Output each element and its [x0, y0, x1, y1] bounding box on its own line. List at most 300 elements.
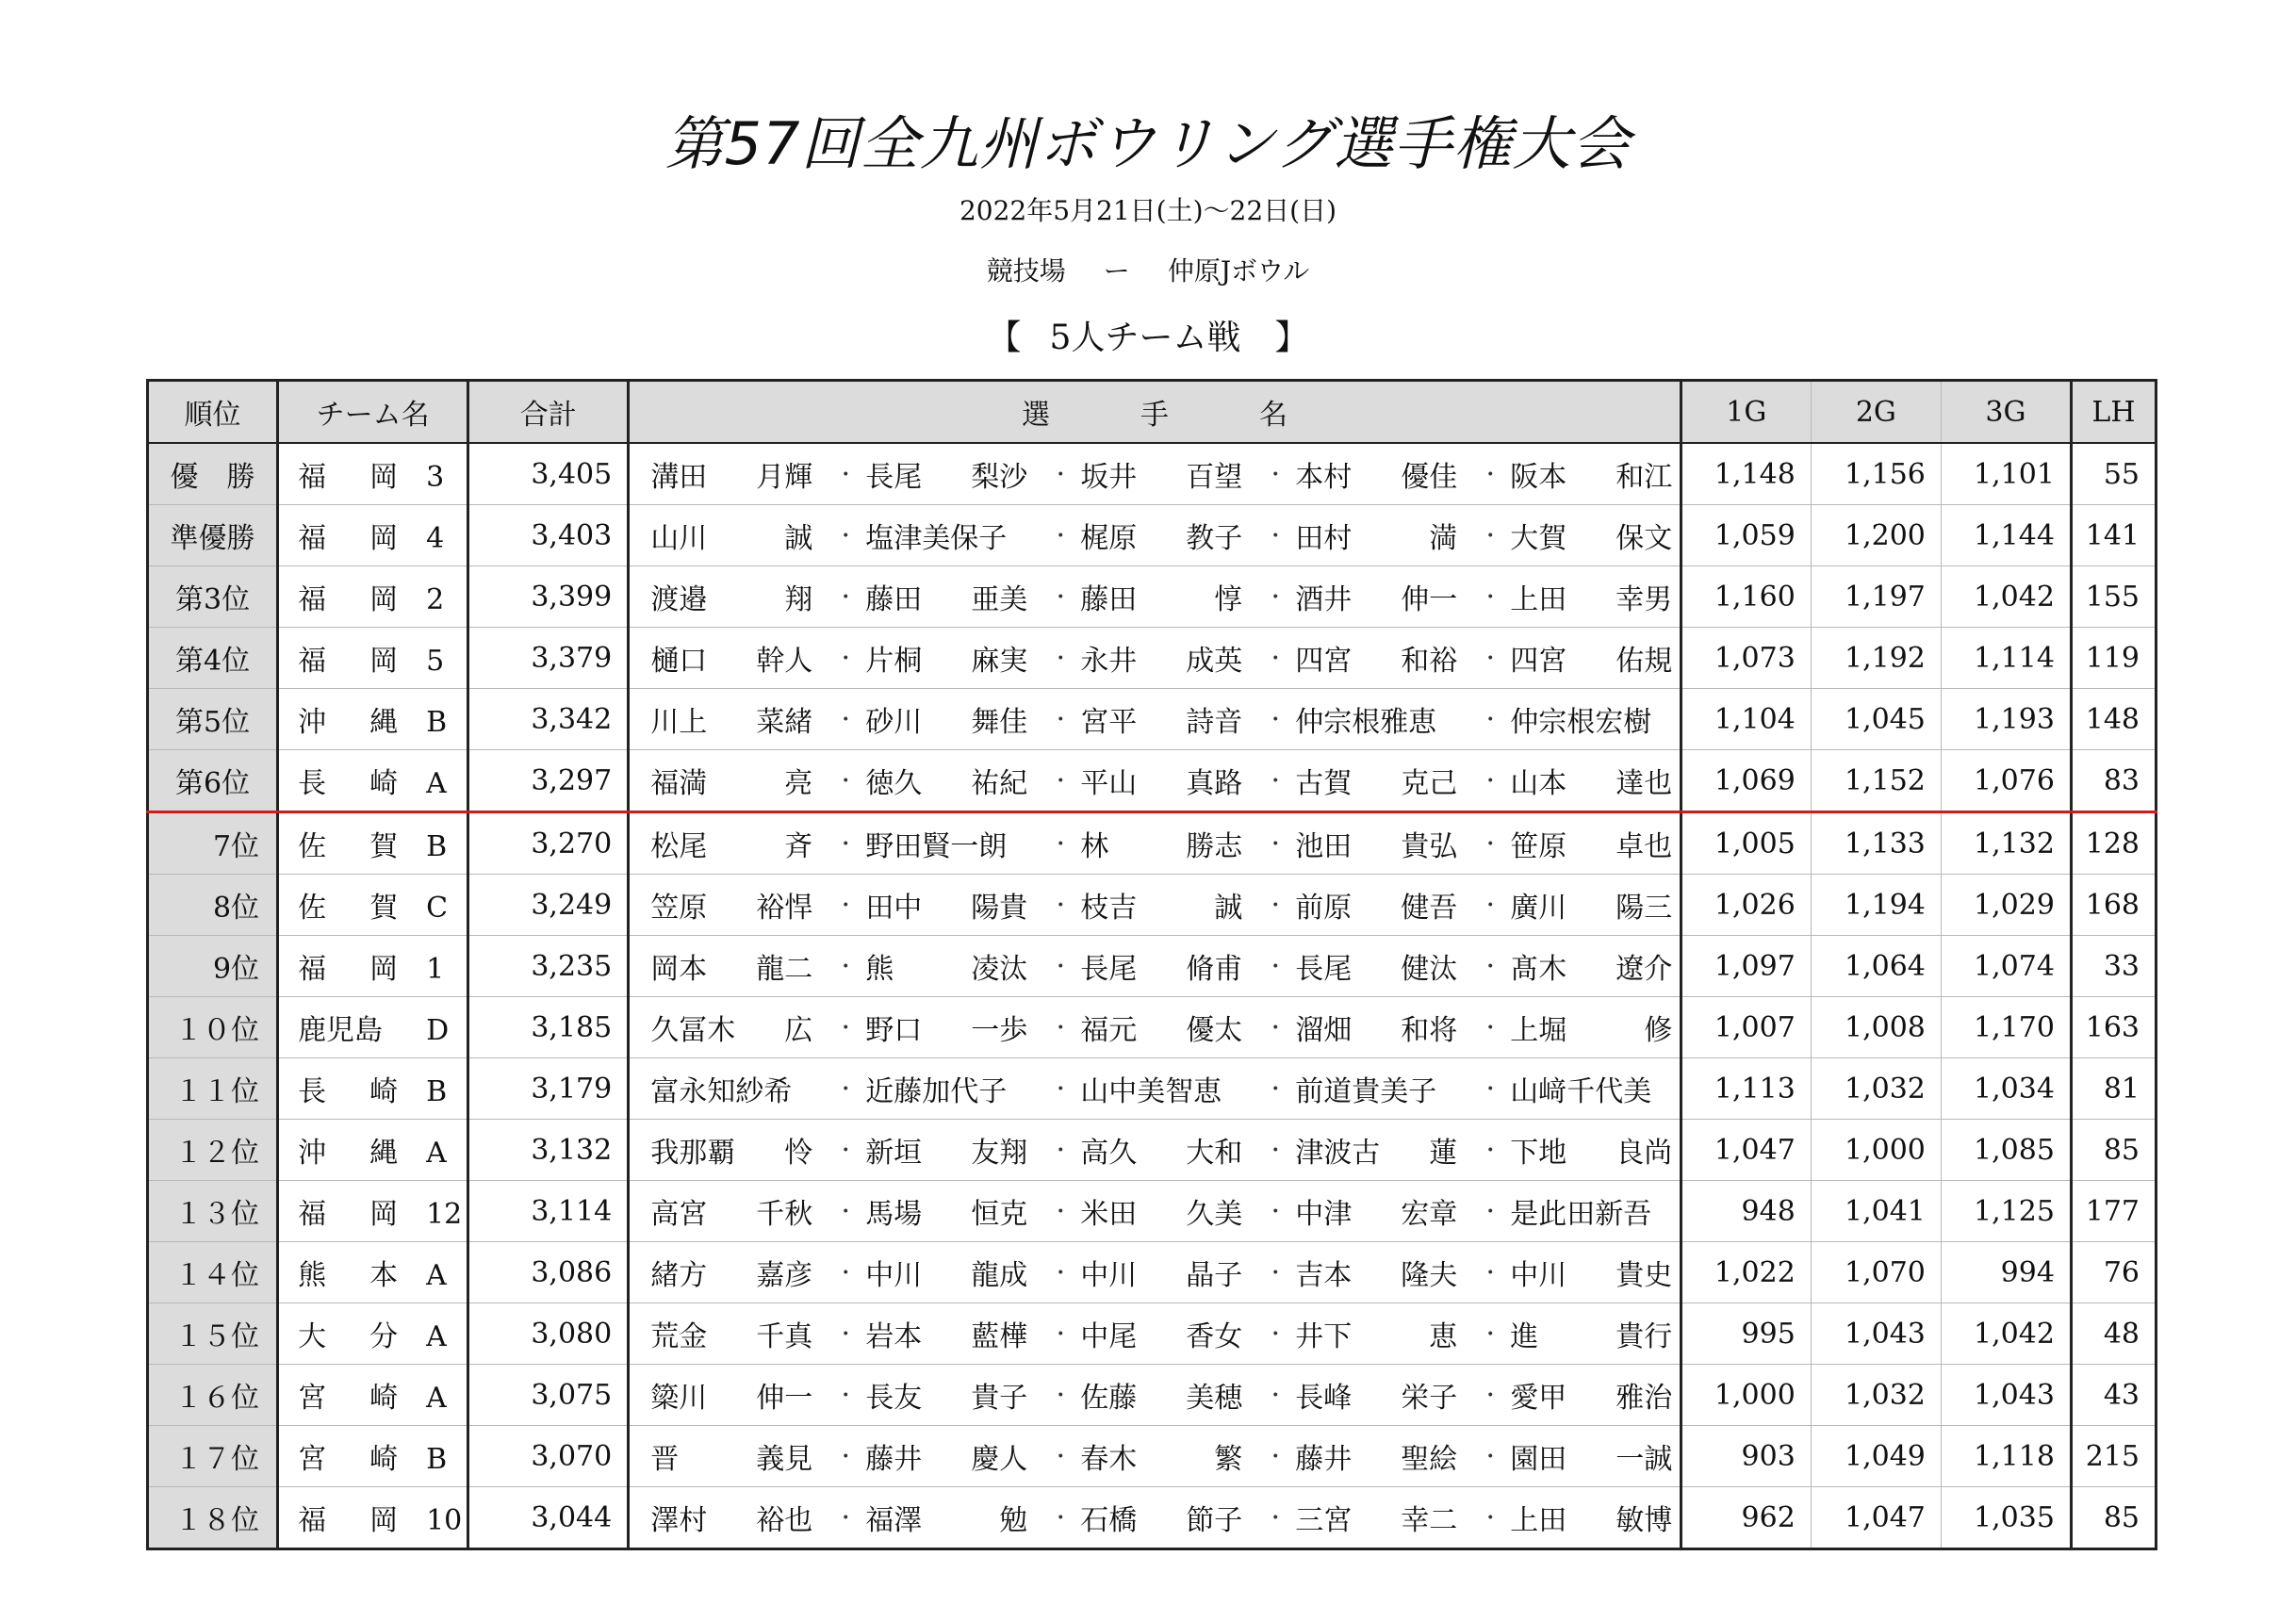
separator: ・	[835, 1262, 857, 1286]
player-given-name: 和裕	[1401, 645, 1458, 678]
team-cell	[278, 875, 468, 936]
player-name	[865, 1007, 1041, 1048]
table-row	[148, 936, 2157, 997]
separator: ・	[1480, 1262, 1501, 1286]
player-given-name: 良尚	[1615, 1137, 1673, 1170]
player-name	[650, 1068, 826, 1109]
game-3-score: 1,042	[1941, 566, 2071, 628]
separator: ・	[1480, 1384, 1501, 1408]
separator: ・	[1480, 1078, 1501, 1102]
game-1-score: 948	[1681, 1181, 1811, 1242]
rank-cell: １８位	[148, 1487, 278, 1549]
team-cell	[278, 628, 468, 689]
separator: ・	[835, 586, 857, 610]
player-surname: 春木	[1080, 1443, 1138, 1476]
separator: ・	[835, 1201, 857, 1224]
team-name-part: 沖	[298, 1137, 327, 1170]
player-given-name: 月輝	[756, 461, 813, 494]
player-surname: 四宮	[1510, 645, 1567, 678]
event-name: 5人チーム戦	[1049, 319, 1241, 357]
player-name	[1510, 945, 1681, 987]
rank-cell: 第5位	[148, 689, 278, 750]
table-row	[148, 689, 2157, 750]
game-1-score: 1,005	[1681, 812, 1811, 875]
team-name-part: 佐	[298, 830, 327, 863]
player-given-name: 節子	[1186, 1504, 1243, 1537]
separator: ・	[1265, 1384, 1287, 1408]
game-2-score: 1,070	[1811, 1242, 1941, 1303]
separator: ・	[835, 709, 857, 732]
player-name	[865, 884, 1041, 926]
game-2-score: 1,049	[1811, 1426, 1941, 1487]
player-given-name: 舞佳	[971, 706, 1028, 739]
player-given-name: 宏章	[1401, 1198, 1458, 1231]
table-row	[148, 1426, 2157, 1487]
total-score: 3,075	[468, 1365, 629, 1426]
player-given-name: 祐紀	[971, 767, 1028, 800]
game-1-score: 1,113	[1681, 1058, 1811, 1120]
player-name	[650, 1313, 826, 1354]
player-name	[650, 760, 826, 801]
player-surname: 阪本	[1510, 461, 1567, 494]
player-given-name: 藍樺	[971, 1320, 1028, 1353]
venue-line	[0, 254, 2296, 288]
player-given-name: 義見	[756, 1443, 813, 1476]
player-name	[1295, 453, 1470, 495]
separator: ・	[1480, 586, 1501, 610]
table-row	[148, 505, 2157, 566]
player-name	[1510, 760, 1681, 801]
player-given-name: 脩甫	[1186, 953, 1243, 986]
player-surname: 徳久	[865, 767, 923, 800]
team-cell	[278, 1058, 468, 1120]
game-2-score: 1,041	[1811, 1181, 1941, 1242]
player-given-name: 百望	[1186, 461, 1243, 494]
player-given-name: 幸男	[1615, 583, 1673, 616]
lh-score: 55	[2071, 443, 2156, 505]
game-3-score: 1,101	[1941, 443, 2071, 505]
player-given-name: 斉	[784, 830, 813, 863]
separator: ・	[835, 1017, 857, 1040]
table-row	[148, 566, 2157, 628]
player-surname: 片桐	[865, 645, 923, 678]
player-name	[1080, 1190, 1255, 1232]
separator: ・	[1050, 709, 1072, 732]
player-surname: 山川	[650, 522, 708, 555]
game-2-score: 1,008	[1811, 997, 1941, 1058]
separator: ・	[1050, 1323, 1072, 1347]
lh-score: 33	[2071, 936, 2156, 997]
separator: ・	[1480, 1446, 1501, 1469]
player-name	[1510, 1007, 1681, 1048]
team-cell	[278, 1181, 468, 1242]
lh-score: 81	[2071, 1058, 2156, 1120]
lh-score: 148	[2071, 689, 2156, 750]
players-cell	[629, 1487, 1681, 1549]
player-given-name: 伸一	[756, 1382, 813, 1415]
player-surname: 山本	[1510, 767, 1567, 800]
players-cell	[629, 443, 1681, 505]
lh-score: 119	[2071, 628, 2156, 689]
separator: ・	[1480, 1507, 1501, 1531]
team-name-part: 佐	[298, 892, 327, 925]
players-cell	[629, 936, 1681, 997]
rank-cell: 第4位	[148, 628, 278, 689]
separator: ・	[1265, 1139, 1287, 1163]
game-3-score: 1,043	[1941, 1365, 2071, 1426]
player-surname: 下地	[1510, 1137, 1567, 1170]
separator: ・	[1050, 1078, 1072, 1102]
lh-score: 85	[2071, 1487, 2156, 1549]
separator: ・	[835, 1139, 857, 1163]
lh-score: 155	[2071, 566, 2156, 628]
game-1-score: 1,059	[1681, 505, 1811, 566]
team-name-part: 長	[298, 767, 327, 800]
player-surname: 溜畑	[1295, 1014, 1353, 1047]
game-2-score: 1,194	[1811, 875, 1941, 936]
player-name	[1080, 760, 1255, 801]
table-row	[148, 1120, 2157, 1181]
team-name-part: 岡	[369, 953, 399, 986]
player-surname: 笹原	[1510, 830, 1567, 863]
game-3-score: 1,114	[1941, 628, 2071, 689]
game-2-score: 1,192	[1811, 628, 1941, 689]
separator: ・	[1050, 956, 1072, 979]
game-2-score: 1,197	[1811, 566, 1941, 628]
table-row	[148, 875, 2157, 936]
separator: ・	[1265, 833, 1287, 857]
total-score: 3,044	[468, 1487, 629, 1549]
player-surname: 樋口	[650, 645, 708, 678]
player-name	[1510, 453, 1681, 495]
team-code: B	[426, 706, 448, 739]
player-name	[650, 1374, 826, 1416]
game-3-score: 1,035	[1941, 1487, 2071, 1549]
player-given-name: 千秋	[756, 1198, 813, 1231]
player-surname: 塩津美保子	[865, 522, 1008, 555]
separator: ・	[1050, 1139, 1072, 1163]
player-surname: 前道貴美子	[1295, 1075, 1437, 1108]
player-surname: 上田	[1510, 1504, 1567, 1537]
player-given-name: 和江	[1615, 461, 1673, 494]
separator: ・	[1050, 525, 1072, 549]
player-name	[1510, 884, 1681, 926]
player-surname: 井下	[1295, 1320, 1353, 1353]
player-given-name: 亜美	[971, 583, 1028, 616]
player-given-name: 裕悍	[756, 892, 813, 925]
team-name-part: 崎	[369, 1382, 399, 1415]
player-surname: 中尾	[1080, 1320, 1138, 1353]
player-name	[865, 1374, 1041, 1416]
lh-score: 168	[2071, 875, 2156, 936]
separator: ・	[835, 894, 857, 918]
rank-cell: 優 勝	[148, 443, 278, 505]
game-3-score: 1,029	[1941, 875, 2071, 936]
player-name	[650, 1129, 826, 1171]
players-cell	[629, 1120, 1681, 1181]
team-name-part: 沖	[298, 706, 327, 739]
player-given-name: 幸二	[1401, 1504, 1458, 1537]
lh-score: 85	[2071, 1120, 2156, 1181]
player-surname: 津波古	[1295, 1137, 1381, 1170]
player-name	[1080, 1435, 1255, 1477]
player-given-name: 雅治	[1615, 1382, 1673, 1415]
team-cell	[278, 1426, 468, 1487]
team-code: C	[426, 892, 449, 925]
player-surname: 福澤	[865, 1504, 923, 1537]
player-surname: 山﨑千代美	[1510, 1075, 1652, 1108]
total-score: 3,297	[468, 750, 629, 812]
player-surname: 長尾	[865, 461, 923, 494]
player-surname: 前原	[1295, 892, 1353, 925]
player-given-name: 勉	[999, 1504, 1028, 1537]
separator: ・	[1050, 1507, 1072, 1531]
table-row	[148, 628, 2157, 689]
game-3-score: 1,042	[1941, 1303, 2071, 1365]
players-cell	[629, 875, 1681, 936]
table-row	[148, 1058, 2157, 1120]
team-code: 12	[426, 1198, 463, 1231]
game-2-score: 1,045	[1811, 689, 1941, 750]
team-code: 1	[426, 953, 445, 986]
game-2-score: 1,156	[1811, 443, 1941, 505]
separator: ・	[1050, 770, 1072, 794]
separator: ・	[1480, 770, 1501, 794]
player-name	[865, 823, 1041, 864]
player-given-name: 克己	[1401, 767, 1458, 800]
separator: ・	[835, 647, 857, 671]
player-given-name: 一歩	[971, 1014, 1028, 1047]
separator: ・	[1265, 956, 1287, 979]
player-surname: 田村	[1295, 522, 1353, 555]
team-cell	[278, 566, 468, 628]
separator: ・	[1050, 1384, 1072, 1408]
player-surname: 野口	[865, 1014, 923, 1047]
separator: ・	[1480, 1017, 1501, 1040]
player-name	[650, 1497, 826, 1538]
player-surname: 古賀	[1295, 767, 1353, 800]
player-name	[1295, 1374, 1470, 1416]
team-name-part: 宮	[298, 1443, 327, 1476]
players-cell	[629, 1303, 1681, 1365]
player-surname: 簗川	[650, 1382, 708, 1415]
player-given-name: 詩音	[1186, 706, 1243, 739]
player-given-name: 満	[1429, 522, 1458, 555]
game-1-score: 1,104	[1681, 689, 1811, 750]
team-name-part: 宮	[298, 1382, 327, 1415]
player-surname: 中津	[1295, 1198, 1353, 1231]
game-1-score: 1,007	[1681, 997, 1811, 1058]
team-code: A	[426, 1320, 447, 1353]
col-rank: 順位	[148, 381, 278, 444]
team-name-part: 岡	[369, 1504, 399, 1537]
team-name-part: 大	[298, 1320, 327, 1353]
player-given-name: 友翔	[971, 1137, 1028, 1170]
player-given-name: 蓮	[1429, 1137, 1458, 1170]
player-given-name: 美穂	[1186, 1382, 1243, 1415]
players-cell	[629, 1181, 1681, 1242]
team-cell	[278, 1120, 468, 1181]
player-name	[650, 1435, 826, 1477]
game-1-score: 1,047	[1681, 1120, 1811, 1181]
separator: ・	[1480, 464, 1501, 487]
player-name	[1295, 515, 1470, 556]
player-name	[865, 760, 1041, 801]
venue-dash: ー	[1103, 255, 1130, 287]
team-name-part: 福	[298, 953, 327, 986]
player-name	[1510, 576, 1681, 617]
team-code: A	[426, 767, 447, 800]
player-name	[1510, 1374, 1681, 1416]
player-surname: 山中美智恵	[1080, 1075, 1222, 1108]
total-score: 3,249	[468, 875, 629, 936]
player-surname: 野田賢一朗	[865, 830, 1008, 863]
game-3-score: 1,076	[1941, 750, 2071, 812]
player-name	[1295, 884, 1470, 926]
separator: ・	[1050, 1201, 1072, 1224]
total-score: 3,399	[468, 566, 629, 628]
player-name	[650, 515, 826, 556]
player-given-name: 梨沙	[971, 461, 1028, 494]
separator: ・	[1480, 1139, 1501, 1163]
lh-score: 76	[2071, 1242, 2156, 1303]
event-heading	[0, 317, 2296, 360]
player-name	[865, 1313, 1041, 1354]
player-surname: 福満	[650, 767, 708, 800]
player-surname: 廣川	[1510, 892, 1567, 925]
team-name-part: 本	[369, 1259, 399, 1292]
total-score: 3,114	[468, 1181, 629, 1242]
team-cell	[278, 750, 468, 812]
team-cell	[278, 812, 468, 875]
player-given-name: 千真	[756, 1320, 813, 1353]
player-given-name: 陽三	[1615, 892, 1673, 925]
separator: ・	[835, 1384, 857, 1408]
game-2-score: 1,064	[1811, 936, 1941, 997]
player-name	[1080, 453, 1255, 495]
rank-cell: 8位	[148, 875, 278, 936]
separator: ・	[1265, 1323, 1287, 1347]
player-given-name: 貴弘	[1401, 830, 1458, 863]
player-name	[865, 1435, 1041, 1477]
table-row	[148, 1303, 2157, 1365]
separator: ・	[1480, 833, 1501, 857]
col-1g: 1G	[1681, 381, 1811, 444]
col-players-3: 名	[1258, 399, 1287, 432]
player-name	[1295, 1497, 1470, 1538]
game-3-score: 1,118	[1941, 1426, 2071, 1487]
team-code: B	[426, 1075, 448, 1108]
player-surname: 新垣	[865, 1137, 923, 1170]
player-name	[1295, 698, 1470, 740]
player-name	[865, 1129, 1041, 1171]
player-name	[1080, 884, 1255, 926]
player-name	[865, 1497, 1041, 1538]
game-3-score: 1,193	[1941, 689, 2071, 750]
team-name-part: 分	[369, 1320, 399, 1353]
player-given-name: 凌汰	[971, 953, 1028, 986]
player-surname: 岩本	[865, 1320, 923, 1353]
team-name-part: 福	[298, 461, 327, 494]
separator: ・	[1050, 586, 1072, 610]
player-name	[1510, 1435, 1681, 1477]
team-cell	[278, 689, 468, 750]
game-2-score: 1,000	[1811, 1120, 1941, 1181]
game-2-score: 1,133	[1811, 812, 1941, 875]
player-surname: 緒方	[650, 1259, 708, 1292]
rank-cell: 準優勝	[148, 505, 278, 566]
game-2-score: 1,043	[1811, 1303, 1941, 1365]
player-surname: 宮平	[1080, 706, 1138, 739]
game-2-score: 1,032	[1811, 1058, 1941, 1120]
rank-cell: １７位	[148, 1426, 278, 1487]
player-name	[1510, 637, 1681, 679]
team-name-part: 鹿児島	[298, 1014, 384, 1047]
player-surname: 近藤加代子	[865, 1075, 1008, 1108]
table-row	[148, 1181, 2157, 1242]
player-surname: 高宮	[650, 1198, 708, 1231]
team-code: 2	[426, 583, 445, 616]
total-score: 3,405	[468, 443, 629, 505]
player-given-name: 晶子	[1186, 1259, 1243, 1292]
player-name	[865, 698, 1041, 740]
player-given-name: 一誠	[1615, 1443, 1673, 1476]
game-1-score: 1,069	[1681, 750, 1811, 812]
separator: ・	[1050, 1017, 1072, 1040]
player-surname: 松尾	[650, 830, 708, 863]
game-1-score: 1,022	[1681, 1242, 1811, 1303]
player-name	[1295, 1435, 1470, 1477]
separator: ・	[1050, 1446, 1072, 1469]
team-cell	[278, 936, 468, 997]
player-given-name: 菜緒	[756, 706, 813, 739]
separator: ・	[1265, 894, 1287, 918]
team-name-part: 福	[298, 1198, 327, 1231]
rank-cell: １２位	[148, 1120, 278, 1181]
team-name-part: 岡	[369, 522, 399, 555]
player-name	[650, 884, 826, 926]
table-row	[148, 1487, 2157, 1549]
player-surname: 高久	[1080, 1137, 1138, 1170]
separator: ・	[1480, 709, 1501, 732]
player-given-name: 惇	[1214, 583, 1243, 616]
team-code: B	[426, 830, 448, 863]
player-name	[1295, 945, 1470, 987]
table-row	[148, 443, 2157, 505]
player-given-name: 真路	[1186, 767, 1243, 800]
separator: ・	[1480, 956, 1501, 979]
player-given-name: 広	[784, 1014, 813, 1047]
player-name	[865, 1190, 1041, 1232]
player-surname: 三宮	[1295, 1504, 1353, 1537]
player-surname: 本村	[1295, 461, 1353, 494]
player-name	[1510, 698, 1681, 740]
player-surname: 髙木	[1510, 953, 1567, 986]
separator: ・	[1265, 1017, 1287, 1040]
team-name-part: 岡	[369, 583, 399, 616]
player-given-name: 隆夫	[1401, 1259, 1458, 1292]
team-name-part: 崎	[369, 767, 399, 800]
player-name	[650, 823, 826, 864]
player-given-name: 教子	[1186, 522, 1243, 555]
results-table	[146, 379, 2157, 1550]
team-name-part: 熊	[298, 1259, 327, 1292]
rank-cell: １６位	[148, 1365, 278, 1426]
player-surname: 上堀	[1510, 1014, 1567, 1047]
table-row	[148, 750, 2157, 812]
table-row	[148, 997, 2157, 1058]
game-1-score: 1,148	[1681, 443, 1811, 505]
